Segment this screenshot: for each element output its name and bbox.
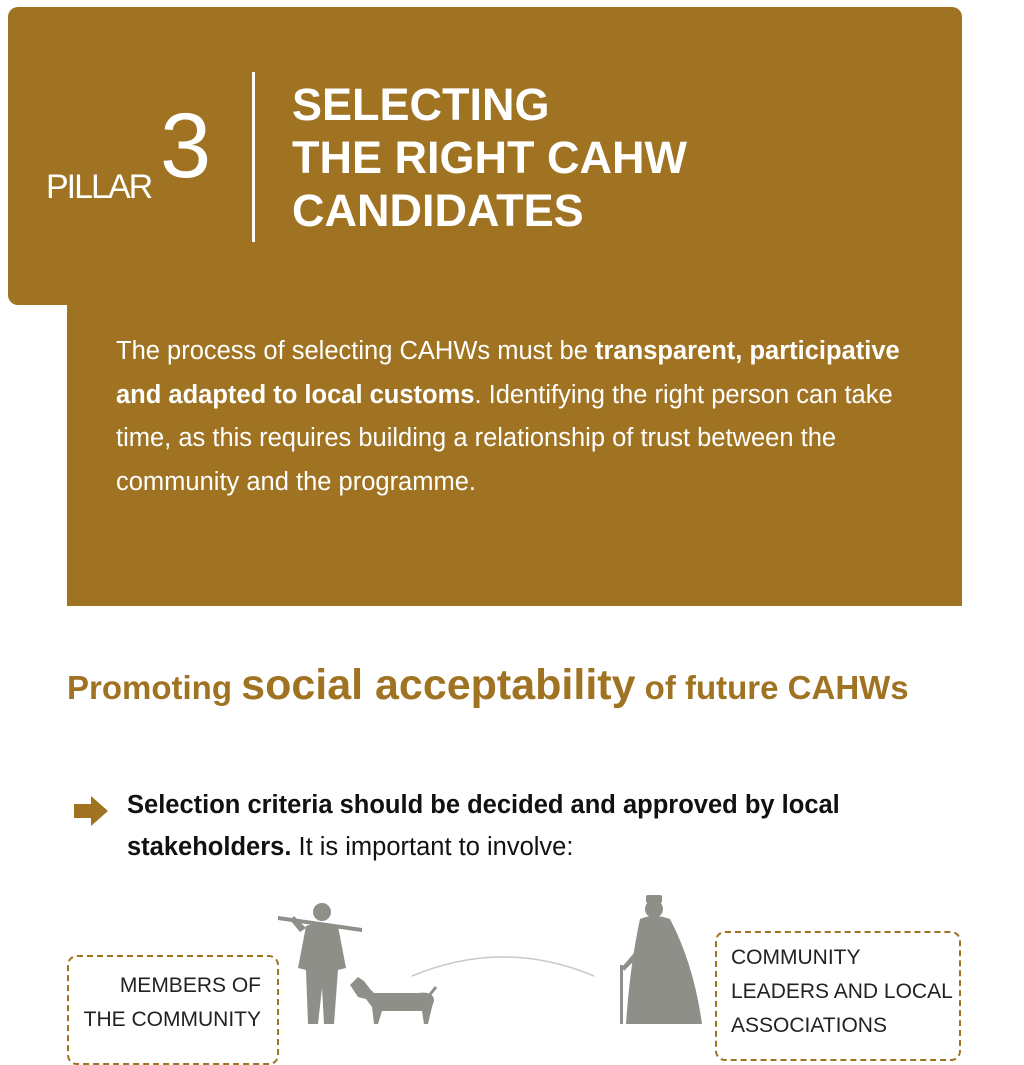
intro-text: The process of selecting CAHWs must be: [116, 337, 596, 365]
title-divider: [252, 72, 255, 242]
box-line: THE COMMUNITY: [83, 1008, 261, 1031]
goat-icon: [348, 975, 438, 1024]
title-line: SELECTING: [292, 79, 550, 130]
bullet-emphasis: Selection criteria should be decided and approved by local stakeholders.: [127, 791, 840, 861]
section-heading: [67, 660, 967, 713]
arrow-right-icon: [74, 796, 108, 826]
elder-with-cane-icon: [612, 895, 704, 1024]
title-line: THE RIGHT CAHW: [292, 132, 687, 183]
connector-arc: [408, 948, 598, 978]
intro-emphasis: transparent, participative and adapted to local customs: [116, 337, 900, 409]
stakeholder-box-leaders: [715, 931, 961, 1061]
heading-text: Promoting: [67, 669, 242, 706]
box-line: LEADERS AND LOCAL: [731, 980, 953, 1003]
title-line: CANDIDATES: [292, 185, 584, 236]
intro-paragraph: [116, 330, 906, 504]
intro-text: . Identifying the right person can take time, as this requires building a relationship of trust between the community and the programme.: [116, 380, 893, 496]
box-line: MEMBERS OF: [119, 974, 261, 997]
bullet-item: [127, 784, 947, 868]
pillar-title: [292, 78, 687, 237]
box-line: ASSOCIATIONS: [731, 1014, 887, 1037]
heading-text: of future CAHWs: [635, 669, 909, 706]
box-line: COMMUNITY: [731, 946, 861, 969]
stakeholder-box-community: [67, 955, 279, 1065]
pillar-number: 3: [160, 95, 212, 197]
bullet-text: It is important to involve:: [291, 833, 574, 861]
pillar-label: PILLAR: [46, 168, 152, 206]
heading-emphasis: social acceptability: [241, 661, 636, 709]
